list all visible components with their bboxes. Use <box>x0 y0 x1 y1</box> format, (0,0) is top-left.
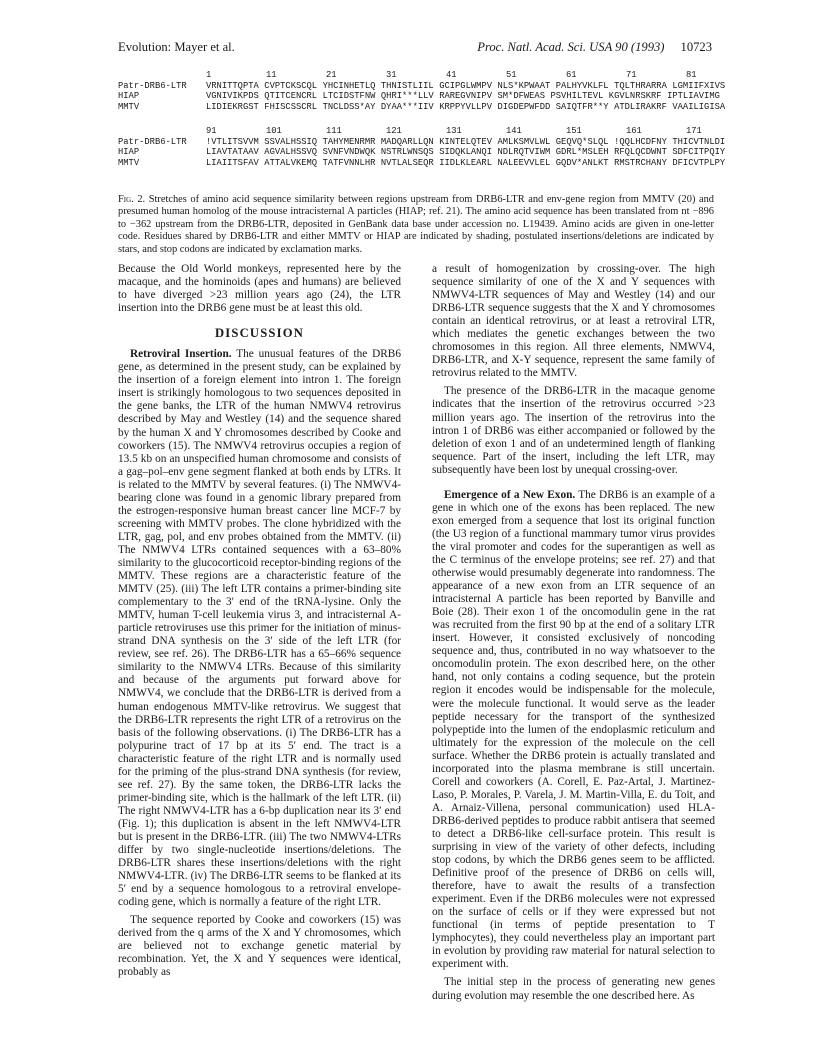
sequence-segment: THICVTNLDI <box>672 136 726 147</box>
sequence-segment: KGVLNRSKRF <box>608 91 662 101</box>
sequence-row <box>118 158 738 169</box>
runin-heading: Emergence of a New Exon. <box>444 488 576 501</box>
sequence-segment: QTITCENCRL <box>264 91 318 101</box>
position-number: 41 <box>446 70 457 80</box>
paragraph-text: The DRB6 is an example of a gene in which one of the exons has been replaced. The new exon emerged from a sequence that lost its original function (the U3 region of a functional mammary tumor virus provides the viral promoter and codes for the superantigen as well as the C terminus of the envelope proteins; see ref. 27) and that otherwise would presumably degenerate into randomness. The appearance of a new exon from an LTR sequence of an intracisternal A particle has been reported by Banville and Boie (28). Their exon 1 of the oncomodulin gene in the rat was recruited from the first 90 bp at the end of a solitary LTR insert. However, it consisted exclusively of noncoding sequence and, thus, contributed in no way whatsoever to the oncomodulin protein. The exon described here, on the other hand, not only contains a coding sequence, but the protein region it encodes would be indispensable for the molecule, were the molecule functional. It would serve as the leader peptide necessary for the transport of the synthesized polypeptide into the lumen of the endoplasmic reticulum and ultimately for the expression of the molecule on the cell surface. Whether the DRB6 protein is actually translated and incorporated into the plasma membrane is still uncertain. Corell and coworkers (A. Corell, E. Paz-Artal, J. Martinez-Laso, P. Morales, P. Varela, J. M. Martin-Villa, E. du Toit, and A. Arnaiz-Villena, personal communication) used HLA-DRB6-derived peptides to produce rabbit antisera that seemed to detect a DRB6-like cell-surface protein. This result is surprising in view of the variety of other defects, including stop codons, by which the DRB6 genes seem to be afflicted. Definitive proof of the presence of DRB6 on cells will, therefore, have to await the results of a transfection experiment. Even if the DRB6 molecules were not expressed on the surface of cells or if they were expressed but not functional (in terms of peptide presentation to T lymphocytes), they could nevertheless play an important part in evolution by providing raw material for natural selection to experiment with. <box>432 488 715 971</box>
sequence-segment: NLS*KPWAAT <box>497 80 551 91</box>
sequence-segment: GQDV*ANLKT <box>555 157 609 168</box>
sequence-segment: CVPTCKSCQL <box>264 80 318 91</box>
sequence-label: HIAP <box>118 147 140 157</box>
runin-heading: Retroviral Insertion. <box>130 348 232 361</box>
sequence-row <box>118 137 738 148</box>
position-number: 171 <box>686 126 702 136</box>
position-number: 1 <box>206 70 212 80</box>
position-number: 121 <box>386 126 402 136</box>
sequence-segment: VRNITTQPTA <box>206 80 259 91</box>
sequence-label: Patr-DRB6-LTR <box>118 80 187 91</box>
running-header <box>118 40 712 58</box>
sequence-segment: IPTLIAVIMG <box>667 91 720 101</box>
paragraph-cooke-sequence: The sequence reported by Cooke and coworkers (15) was derived from the q arms of the X and Y chromosomes, which are believed not to exchange genetic material by recombination. Yet, the X and Y sequences were identical, probably as <box>118 914 401 979</box>
sequence-segment: LIAVTATAAV <box>206 147 259 157</box>
right-column <box>432 263 715 1003</box>
sequence-segment: NSTRLWNSQS <box>380 147 434 157</box>
sequence-segment: RMSTRCHANY <box>614 157 667 168</box>
figure-caption <box>118 194 714 256</box>
sequence-segment: NDLRQTVIWM <box>497 147 551 157</box>
sequence-segment: THNISTLIIL <box>380 80 434 91</box>
paragraph-new-exon <box>432 489 715 972</box>
intro-paragraph: Because the Old World monkeys, represented here by the macaque, and the hominoids (apes and humans) are believed to have diverged >23 million years ago (24), the LTR insertion into the DRB6 gene must be at least this old. <box>118 263 401 315</box>
sequence-segment: TAHYMENRMR <box>322 136 376 147</box>
sequence-row <box>118 91 738 102</box>
position-number: 81 <box>686 70 697 80</box>
sequence-segment: LIDIEKRGST <box>206 101 259 112</box>
sequence-segment: ATDLIRAKRF <box>614 101 667 112</box>
sequence-segment: GDRL*MSLEH <box>555 147 609 157</box>
sequence-label: MMTV <box>118 101 140 112</box>
sequence-segment: SM*DFWEAS <box>497 91 545 101</box>
section-author-label: Evolution: Mayer et al. <box>118 40 235 54</box>
figure-label: Fig. 2. <box>118 194 146 205</box>
section-heading-discussion: DISCUSSION <box>215 326 304 341</box>
sequence-segment: RAREGVNIPV <box>439 91 492 101</box>
sequence-alignment-figure <box>118 70 738 182</box>
sequence-segment: !QQLHCDFNY <box>614 136 667 147</box>
sequence-segment: LIAIITSFAV <box>206 157 259 168</box>
sequence-segment: GCIPGLWMPV <box>439 80 492 91</box>
journal-citation <box>477 40 712 55</box>
position-number-row <box>118 126 738 137</box>
position-number: 31 <box>386 70 397 80</box>
sequence-segment: ATTALVKEMQ <box>264 157 318 168</box>
sequence-row <box>118 102 738 113</box>
sequence-segment: PSVHILTEVL <box>550 91 604 101</box>
position-number: 61 <box>566 70 577 80</box>
sequence-segment: DYAA***IIV <box>380 101 434 112</box>
position-number: 101 <box>266 126 282 136</box>
sequence-segment: TNCLDSS*AY <box>322 101 376 112</box>
position-number: 11 <box>266 70 277 80</box>
sequence-label: Patr-DRB6-LTR <box>118 136 187 147</box>
left-column <box>118 263 401 979</box>
position-number: 161 <box>626 126 642 136</box>
sequence-segment: IIDLKLEARL <box>439 157 492 168</box>
sequence-segment: MADQARLLQN <box>380 136 434 147</box>
position-number: 151 <box>566 126 582 136</box>
sequence-segment: KINTELQTEV <box>439 136 492 147</box>
paragraph-initial-step: The initial step in the process of generating new genes during evolution may resemble the one described here. As <box>432 976 715 1002</box>
position-number: 71 <box>626 70 637 80</box>
sequence-segment: TATFVNNLHR <box>322 157 376 168</box>
page-number: 10723 <box>680 40 712 54</box>
sequence-segment: GEQVQ*SLQL <box>555 136 609 147</box>
sequence-segment: AGVALHSSVQ <box>264 147 318 157</box>
sequence-segment: DFICVTPLPY <box>672 157 726 168</box>
alignment-block <box>118 70 738 112</box>
figure-caption-text: Stretches of amino acid sequence similarity between regions upstream from DRB6-LTR and env-gene region from MMTV (20) and presumed human homolog of the mouse intracisternal A particles (HIAP; ref. 21). The amino acid sequence has been translated from nt −896 to −362 upstream from the DRB6-LTR, deposited in GenBank data base under accession no. L19439. Amino acids are given in one-letter code. Residues shared by DRB6-LTR and either MMTV or HIAP are indicated by shading, postulated insertions/deletions are indicated by stars, and stop codons are indicated by exclamation marks. <box>118 194 714 255</box>
sequence-row <box>118 147 738 158</box>
sequence-segment: NVTLALSEQR <box>380 157 434 168</box>
sequence-row <box>118 81 738 92</box>
sequence-segment: FHISCSSCRL <box>264 101 318 112</box>
sequence-segment: TQLTHRARRA <box>614 80 667 91</box>
position-number: 91 <box>206 126 217 136</box>
sequence-segment: VAAILIGISA <box>672 101 726 112</box>
sequence-segment: SAIQTFR**Y <box>555 101 609 112</box>
sequence-segment: NALEEVVLEL <box>497 157 551 168</box>
sequence-segment: SVNFVNDWQK <box>322 147 376 157</box>
paragraph-homogenization: a result of homogenization by crossing-over. The high sequence similarity of one of the X and Y sequences with NMWV4-LTR sequences of May and Westley (14) and our DRB6-LTR sequence suggests that the X and Y chromosomes contain an identical retrovirus, or at least a retroviral LTR, which mediates the genetic exchanges between the two chromosomes in this region. All three elements, NMWV4, DRB6-LTR, and X-Y sequence, represent the same family of retrovirus related to the MMTV. <box>432 263 715 380</box>
sequence-segment: SSVALHSSIQ <box>264 136 318 147</box>
sequence-segment: AMLKSMVLWL <box>497 136 551 147</box>
sequence-label: MMTV <box>118 157 140 168</box>
position-number-row <box>118 70 738 81</box>
sequence-segment: PALHYVKLFL <box>555 80 609 91</box>
sequence-segment: LGMIIFXIVS <box>672 80 726 91</box>
sequence-label: HIAP <box>118 91 140 101</box>
paragraph-macaque-genome: The presence of the DRB6-LTR in the macaque genome indicates that the insertion of the retrovirus occurred >23 million years ago. The insertion of the retrovirus into the intron 1 of DRB6 was either accompanied or followed by the deletion of exon 1 and of an undetermined length of flanking sequence. Part of the insert, including the left LTR, may subsequently have been lost by unequal crossing-over. <box>432 385 715 476</box>
position-number: 141 <box>506 126 522 136</box>
sequence-segment: DIGDEPWFDD <box>497 101 551 112</box>
alignment-block <box>118 126 738 168</box>
position-number: 21 <box>326 70 337 80</box>
position-number: 111 <box>326 126 342 136</box>
sequence-segment: QHRI***LLV <box>380 91 434 101</box>
position-number: 51 <box>506 70 517 80</box>
sequence-segment: LTCIDSTFNW <box>322 91 376 101</box>
sequence-segment: YHCINHETLQ <box>322 80 376 91</box>
sequence-segment: RFQLQCDWNT <box>614 147 667 157</box>
paragraph-retroviral-insertion <box>118 348 401 909</box>
sequence-segment: KRPPYVLLPV <box>439 101 492 112</box>
sequence-segment: !VTLITSVVM <box>206 136 259 147</box>
journal-name: Proc. Natl. Acad. Sci. USA 90 (1993) <box>477 40 665 54</box>
sequence-segment: SIDQKLANQI <box>439 147 492 157</box>
sequence-segment: VGNIVIKPDS <box>206 91 259 101</box>
sequence-segment: SDFCITPQIY <box>672 147 726 157</box>
position-number: 131 <box>446 126 462 136</box>
paragraph-text: The unusual features of the DRB6 gene, as determined in the present study, can be explained by the insertion of a foreign element into intron 1. The foreign insert is strikingly homologous to two sequences deposited in the gene banks, the LTR of the human NMWV4 retrovirus described by May and Westley (14) and the sequence shared by the human X and Y chromosomes described by Cooke and coworkers (15). The NMWV4 retrovirus occupies a region of 13.5 kb on an unspecified human chromosome and consists of a gag–pol–env gene segment flanked at both ends by LTRs. It is related to the MMTV by several features. (i) The NMWV4-bearing clone was found in a genomic library prepared from the estrogen-responsive human breast cancer line MCF-7 by screening with MMTV probes. The clone hybridized with the LTR, gag, pol, and env probes obtained from the MMTV. (ii) The NMWV4 LTRs contained sequences with a 63–80% similarity to the glucocorticoid receptor-binding regions of the MMTV. These regions are a characteristic feature of the MMTV (25). (iii) The left LTR contains a primer-binding site complementary to the 3′ end of the tRNA-lysine. Only the MMTV, human T-cell leukemia virus 3, and intracisternal A-particle retroviruses use this primer for the initiation of minus-strand DNA synthesis on the 3′ side of the left LTR (for review, see ref. 26). The DRB6-LTR has a 65–66% sequence similarity to the NMWV4 LTRs. Because of this similarity and because of the arguments put forward above for NMWV4, we conclude that the DRB6-LTR is derived from a human endogenous MMTV-like retrovirus. We suggest that the DRB6-LTR represents the right LTR of a retrovirus on the basis of the following observations. (i) The DRB6-LTR has a polypurine tract of 17 bp at its 5′ end. The tract is a characteristic feature of the right LTR and is normally used for the priming of the plus-strand DNA synthesis (for review, see ref. 27). By the same token, the DRB6-LTR lacks the primer-binding site, which is the hallmark of the left LTR. (ii) The right NMWV4-LTR has a 6-bp duplication near its 3′ end (Fig. 1); this duplication is absent in the left NMWV4-LTR but is present in the DRB6-LTR. (iii) The two NMWV4-LTRs differ by two single-nucleotide insertions/deletions. The DRB6-LTR shares these insertions/deletions with the right NMWV4-LTR. (iv) The DRB6-LTR seems to be flanked at its 5′ end by a sequence homologous to a retroviral envelope-coding gene, which is normally a feature of the right LTR. <box>118 348 401 909</box>
